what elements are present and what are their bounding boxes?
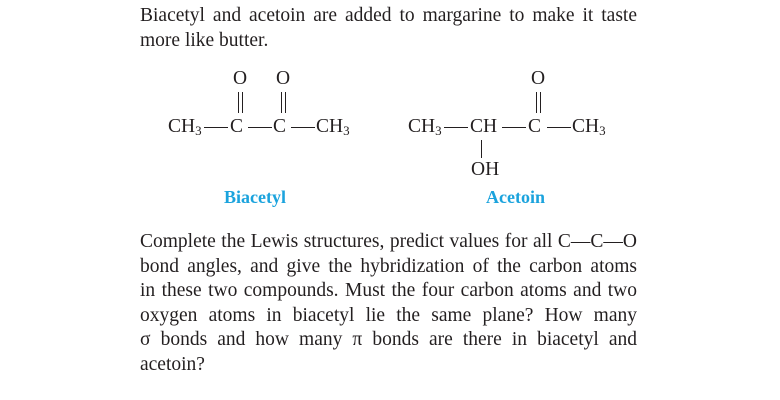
acetoin-oh-bond — [481, 140, 482, 158]
question-line-3: in these two compounds. Must the four carbon atoms and two — [140, 280, 637, 301]
biacetyl-double-bond-2a — [281, 92, 282, 113]
acetoin-bond-1 — [444, 127, 468, 128]
acetoin-bond-2 — [502, 127, 526, 128]
acetoin-ch: CH — [470, 116, 498, 137]
intro-paragraph — [140, 4, 637, 53]
question-line-1: Complete the Lewis structures, predict values for all C—C—O — [140, 231, 637, 252]
biacetyl-bond-1 — [204, 127, 228, 128]
question-line-6: acetoin? — [140, 353, 205, 375]
biacetyl-double-bond-1a — [238, 92, 239, 113]
biacetyl-caption: Biacetyl — [224, 187, 286, 207]
acetoin-bond-3 — [547, 127, 571, 128]
question-line-2: bond angles, and give the hybridization of the carbon atoms — [140, 255, 637, 277]
biacetyl-ch3-left: $CH_3$ — [168, 116, 202, 138]
biacetyl-bond-2 — [248, 127, 272, 128]
biacetyl-carbon-1: C — [230, 116, 244, 137]
question-line-4: oxygen atoms in biacetyl lie the same plane? How many — [140, 304, 637, 326]
biacetyl-ch3-right: $CH_3$ — [316, 116, 350, 138]
intro-line-2: more like butter. — [140, 29, 269, 51]
acetoin-ch3-left: $CH_3$ — [408, 116, 442, 138]
acetoin-carbon: C — [528, 116, 542, 137]
acetoin-oxygen: O — [531, 68, 546, 89]
acetoin-double-bond-a — [536, 92, 537, 113]
biacetyl-bond-3 — [291, 127, 315, 128]
acetoin-oh: OH — [471, 159, 500, 180]
acetoin-ch3-right: $CH_3$ — [572, 116, 606, 138]
biacetyl-double-bond-1b — [242, 92, 243, 113]
question-line-5: σ bonds and how many π bonds are there in biacetyl and — [140, 329, 637, 350]
acetoin-caption: Acetoin — [486, 187, 545, 207]
biacetyl-carbon-2: C — [273, 116, 287, 137]
acetoin-double-bond-b — [540, 92, 541, 113]
biacetyl-double-bond-2b — [285, 92, 286, 113]
biacetyl-oxygen-2: O — [276, 68, 291, 89]
intro-line-1: Biacetyl and acetoin are added to margarine to make it taste — [140, 5, 637, 26]
question-paragraph — [140, 230, 637, 377]
biacetyl-oxygen-1: O — [233, 68, 248, 89]
